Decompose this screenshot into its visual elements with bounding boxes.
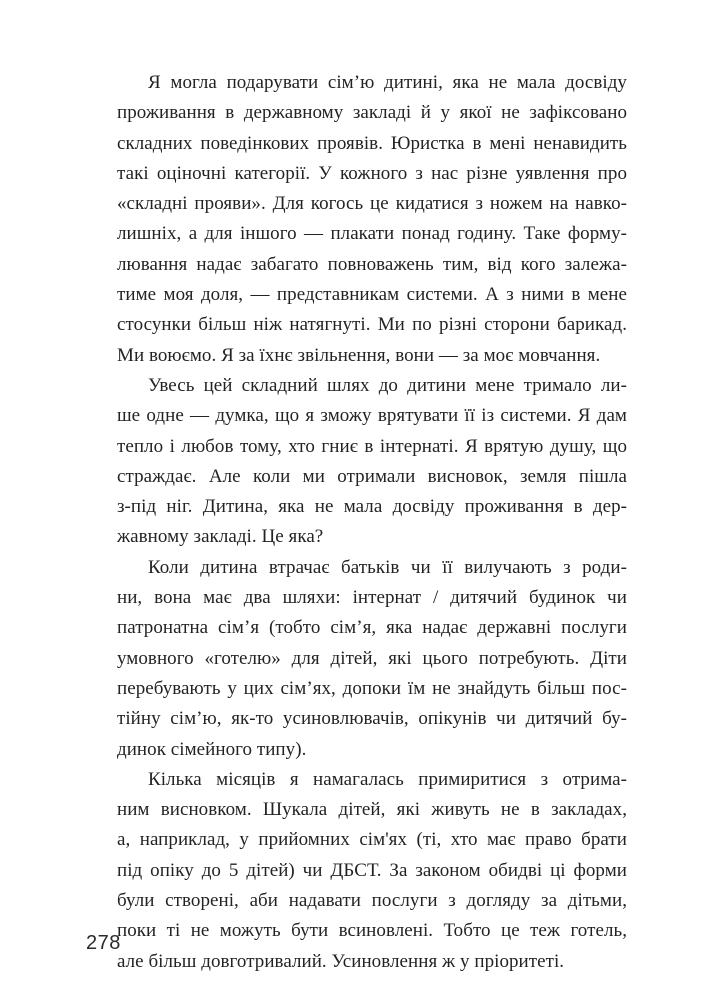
paragraph-1 [117,68,627,371]
text-line: лишніх, а для іншого — плакати понад годину. Таке форму- [117,223,627,245]
text-line: «складні прояви». Для когось це кидатися з ножем на навко- [117,193,627,215]
text-line: поки ті не можуть бути всиновлені. Тобто це теж готель, [117,920,627,942]
text-line: ше одне — думка, що я зможу врятувати її із системи. Я дам [117,405,627,427]
text-line: з-під ніг. Дитина, яка не мала досвіду проживання в дер- [117,496,627,518]
text-line: Я могла подарувати сім’ю дитині, яка не мала досвіду [148,72,627,93]
text-line: жавному закладі. Це яка? [117,526,324,548]
text-line: проживання в державному закладі й у якої не зафіксовано [117,102,627,124]
text-line: патронатна сім’я (тобто сім’я, яка надає державні послуги [117,617,627,639]
text-line: були створені, аби надавати послуги з догляду за дітьми, [117,890,627,912]
page-number: 278 [86,932,121,954]
text-line: але більш довготривалий. Усиновлення ж у пріоритеті. [117,950,565,972]
text-line: тійну сім’ю, як-то усиновлювачів, опікунів чи дитячий бу- [117,708,627,730]
text-line: тиме моя доля, — представникам системи. А з ними в мене [117,284,627,306]
body-text [117,68,627,977]
paragraph-2 [117,371,627,553]
text-line: Ми воюємо. Я за їхнє звільнення, вони — за моє мовчання. [117,344,601,366]
text-line: перебувають у цих сім’ях, допоки їм не знайдуть більш пос- [117,677,627,699]
text-line: динок сімейного типу). [117,738,307,760]
text-line: стосунки більш ніж натягнуті. Ми по різні сторони барикад. [117,314,627,336]
text-line: Кілька місяців я намагалась примиритися з отрима- [148,768,627,790]
text-line: умовного «готелю» для дітей, які цього потребують. Діти [117,647,627,669]
text-line: такі оціночні категорії. У кожного з нас різне уявлення про [117,162,627,184]
text-line: а, наприклад, у прийомних сім'ях (ті, хто має право брати [117,829,627,851]
text-line: лювання надає забагато повноважень тим, від кого залежа- [117,253,627,275]
text-line: складних поведінкових проявів. Юристка в мені ненавидить [117,132,627,154]
text-line: ним висновком. Шукала дітей, які живуть не в закладах, [117,799,627,821]
text-line: страждає. Але коли ми отримали висновок, земля пішла [117,465,627,487]
text-line: тепло і любов тому, хто гниє в інтернаті. Я врятую душу, що [117,435,627,457]
text-line: під опіку до 5 дітей) чи ДБСТ. За законом обидві ці форми [117,859,627,881]
paragraph-4 [117,765,627,977]
text-line: Увесь цей складний шлях до дитини мене тримало ли- [148,374,627,396]
text-line: Коли дитина втрачає батьків чи її вилучають з роди- [148,556,627,578]
text-line: ни, вона має два шляхи: інтернат / дитячий будинок чи [117,587,627,609]
paragraph-3 [117,553,627,765]
